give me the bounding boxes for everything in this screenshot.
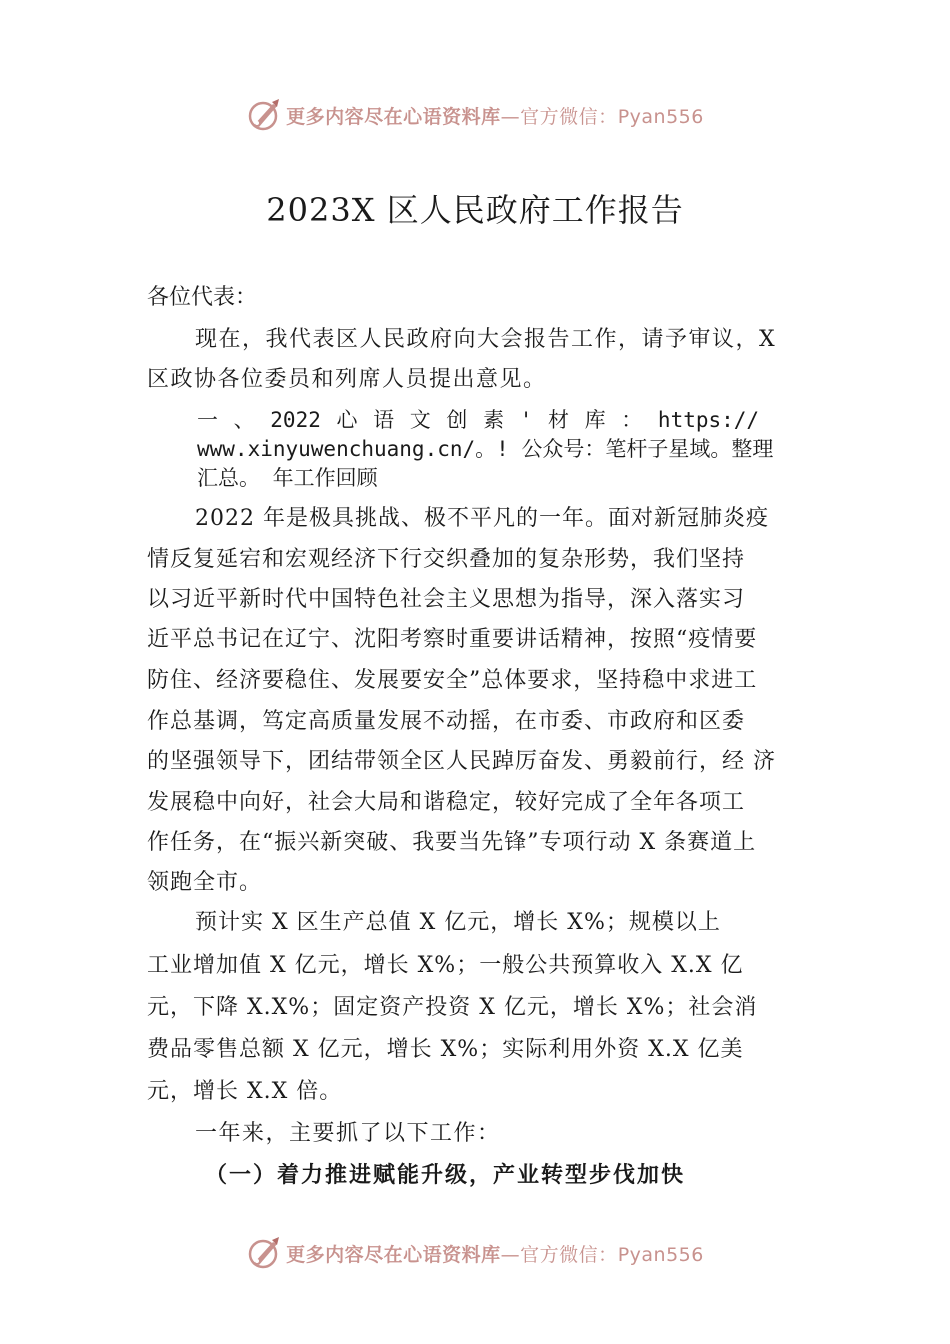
body-line: 预计实 X 区生产总值 X 亿元，增长 X%；规模以上: [195, 910, 721, 935]
body-line: 现在，我代表区人民政府向大会报告工作，请予审议，X: [195, 327, 777, 352]
document-title: 2023X 区人民政府工作报告: [266, 191, 684, 229]
body-line: 汇总。 年工作回顾: [197, 466, 378, 490]
body-line: 作总基调，笃定高质量发展不动摇，在市委、市政府和区委: [147, 709, 746, 734]
body-line: 费品零售总额 X 亿元，增长 X%；实际利用外资 X.X 亿美: [147, 1037, 744, 1062]
body-line: 作任务，在“振兴新突破、我要当先锋”专项行动 X 条赛道上: [147, 830, 757, 855]
body-line: 防住、经济要稳住、发展要安全”总体要求，坚持稳中求进工: [147, 668, 758, 693]
section-heading: （一）着力推进赋能升级，产业转型步伐加快: [205, 1162, 686, 1188]
body-line: 的坚强领导下，团结带领全区人民踔厉奋发、勇毅前行，经 济: [147, 749, 776, 774]
body-line: 近平总书记在辽宁、沈阳考察时重要讲话精神，按照“疫情要: [147, 627, 758, 652]
body-line: 元，增长 X.X 倍。: [147, 1079, 343, 1104]
body-line: www.xinyuwenchuang.cn/。! 公众号：笔杆子星域。整理: [197, 437, 774, 461]
watermark-banner-bottom: [0, 1233, 950, 1273]
salutation: 各位代表：: [147, 285, 258, 310]
watermark-text: 更多内容尽在心语资料库—官方微信：Pyan556: [286, 105, 704, 128]
body-line: 领跑全市。: [147, 870, 263, 895]
body-line: 2022 年是极具挑战、极不平凡的一年。面对新冠肺炎疫: [195, 506, 769, 531]
body-line: 情反复延宕和宏观经济下行交织叠加的复杂形势，我们坚持: [147, 547, 746, 572]
body-line: 以习近平新时代中国特色社会主义思想为指导，深入落实习: [147, 587, 746, 612]
body-line: 元，下降 X.X%；固定资产投资 X 亿元，增长 X%；社会消: [147, 995, 758, 1020]
watermark-text: 更多内容尽在心语资料库—官方微信：Pyan556: [286, 1243, 704, 1266]
body-line: 一年来，主要抓了以下工作：: [195, 1121, 501, 1146]
brush-logo-icon: [246, 1235, 282, 1271]
body-line: 区政协各位委员和列席人员提出意见。: [147, 367, 547, 392]
body-line: 发展稳中向好，社会大局和谐稳定，较好完成了全年各项工: [147, 790, 746, 815]
body-line: 一 、 2022 心 语 文 创 素 ' 材 库 ： https://: [197, 408, 760, 432]
body-line: 工业增加值 X 亿元，增长 X%；一般公共预算收入 X.X 亿: [147, 953, 744, 978]
brush-logo-icon: [246, 97, 282, 133]
watermark-banner-top: [0, 95, 950, 135]
